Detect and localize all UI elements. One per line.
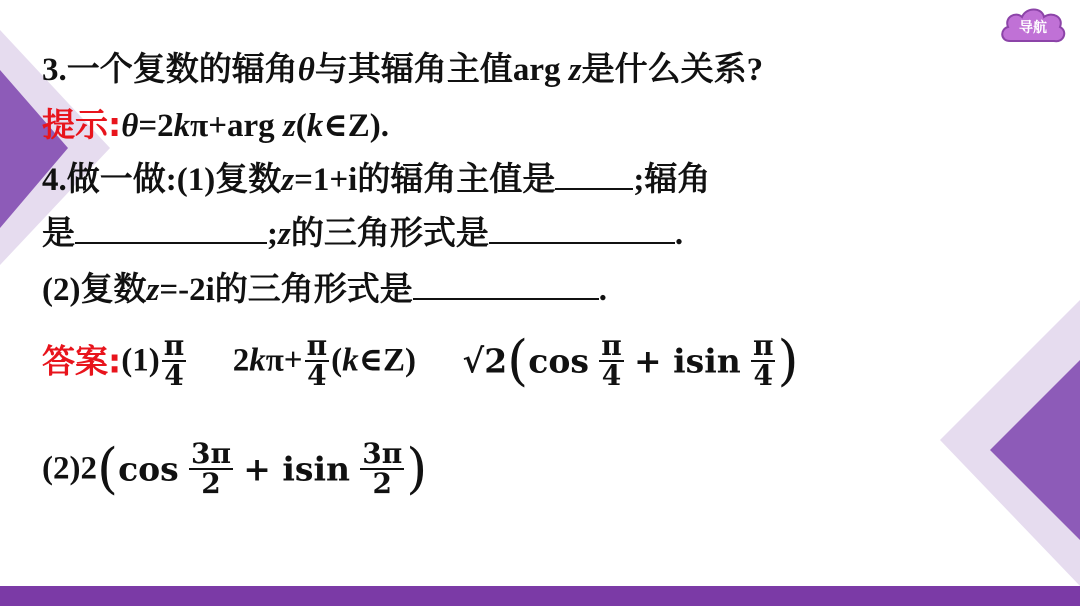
z-symbol: z (146, 272, 160, 308)
answer-label: 答案: (42, 341, 122, 381)
question-3 (42, 54, 763, 87)
fraction-pi-over-4: $\frac{\pi}{4}$ (306, 329, 328, 392)
cos-text: cos (528, 341, 589, 381)
k-symbol: k (173, 108, 191, 144)
hint-text: ( (295, 108, 307, 144)
fraction-pi-over-4: $\frac{\pi}{4}$ (752, 329, 774, 392)
question-text: ; (267, 216, 278, 252)
isin-text: + isin (633, 341, 741, 381)
open-paren: ( (96, 437, 119, 500)
question-number: 4. (42, 162, 67, 198)
z-symbol: z (281, 162, 295, 198)
hint-text: =2 (138, 108, 174, 144)
fraction-3pi-over-2: $\frac{3\pi}{2}$ (362, 437, 403, 500)
question-text: ;辐角 (633, 162, 711, 198)
question-text: 与其辐角主值 (314, 52, 513, 88)
isin-text: + isin (243, 449, 351, 489)
answer-blank (413, 272, 599, 300)
question-text: . (674, 216, 684, 252)
answer-blank (489, 216, 675, 244)
question-text: 一个复数的辐角 (66, 52, 298, 88)
z-symbol: z (282, 108, 296, 144)
hint-label: 提示: (42, 105, 122, 144)
fraction-pi-over-4: $\frac{\pi}{4}$ (163, 329, 185, 392)
answer-text: ( (331, 342, 343, 379)
question-4-line-1 (42, 162, 710, 197)
right-decoration (900, 300, 1080, 586)
answer-text: 2 (232, 342, 250, 379)
question-text: (2)复数 (42, 272, 147, 308)
question-text: 是什么关系? (581, 52, 764, 88)
k-symbol: k (306, 108, 324, 144)
nav-button[interactable] (998, 5, 1068, 49)
fraction-pi-over-4: $\frac{\pi}{4}$ (601, 329, 622, 392)
question-text: 的三角形式是 (290, 216, 489, 252)
answer-blank (75, 216, 267, 244)
nav-label: 导航 (1019, 20, 1047, 36)
answer-line-2 (42, 437, 428, 500)
left-decoration (0, 0, 120, 300)
k-symbol: k (249, 342, 266, 379)
z-symbol: z (278, 216, 291, 252)
question-text: 是 (42, 216, 75, 252)
open-paren: ( (507, 329, 529, 392)
bottom-bar (0, 586, 1080, 606)
sqrt2-text: √2 (462, 341, 508, 381)
theta-symbol: θ (121, 108, 139, 144)
question-text: 做一做:(1)复数 (66, 162, 282, 198)
question-number: 3. (42, 52, 67, 88)
fraction-3pi-over-2: $\frac{3\pi}{2}$ (191, 437, 231, 500)
arg-text: arg (512, 52, 561, 88)
k-symbol: k (342, 342, 359, 379)
hint-line (42, 105, 389, 144)
question-text: . (598, 272, 608, 308)
answer-text: ∈Z) (358, 342, 417, 379)
answer-text: (1) (121, 342, 160, 379)
answer-text: π+ (265, 342, 303, 379)
question-4-line-3 (42, 272, 607, 307)
close-paren: ) (777, 329, 799, 392)
question-text: =-2i的三角形式是 (159, 272, 413, 308)
answer-text: (2)2 (42, 450, 97, 487)
question-text: =1+i的辐角主值是 (294, 162, 556, 198)
hint-text: ∈Z). (323, 108, 389, 144)
hint-text: π+arg (190, 108, 283, 144)
close-paren: ) (406, 437, 428, 500)
question-4-line-2 (42, 216, 683, 251)
theta-symbol: θ (297, 52, 315, 88)
answer-blank (555, 162, 633, 190)
z-symbol: z (568, 52, 582, 88)
answer-line-1 (42, 329, 799, 392)
cos-text: cos (118, 449, 179, 489)
